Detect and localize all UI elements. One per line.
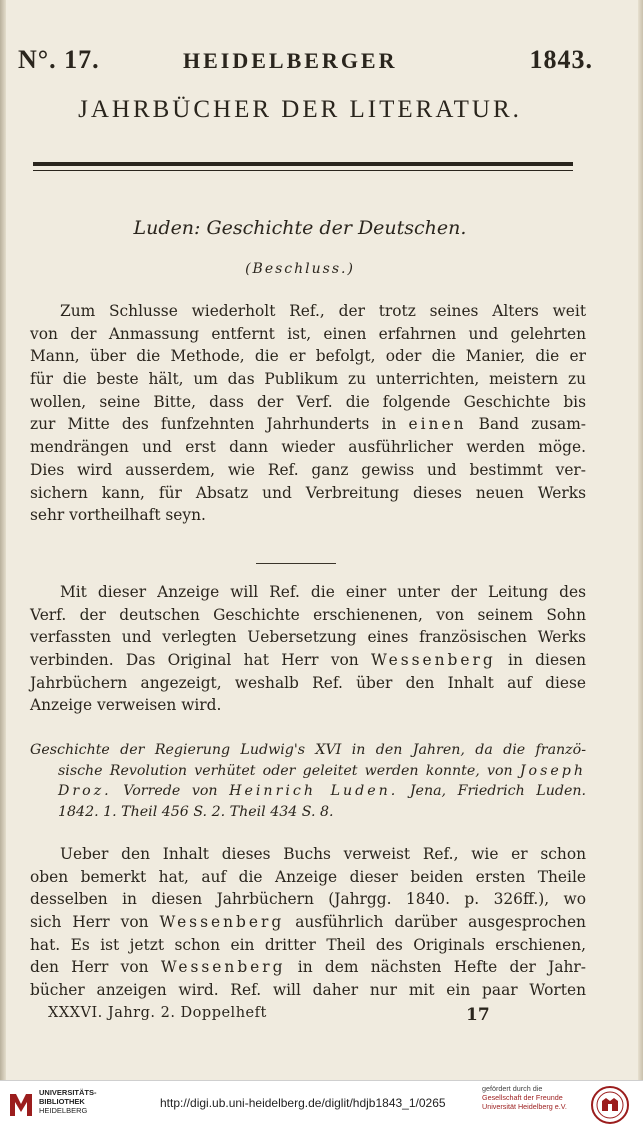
- spaced-word: einen: [408, 415, 467, 434]
- text-line: Anzeige verweisen wird.: [30, 696, 222, 715]
- spaced-word: Wessenberg: [371, 651, 496, 670]
- text-line: bücher anzeigen wird. Ref. will daher nur mit ein paar Worten: [30, 981, 586, 1000]
- paragraph-announcement: [30, 581, 586, 717]
- text-line: Geschichte der Regierung Ludwig's XVI in den Jahren, da die franzö-: [30, 742, 586, 758]
- text-line: Verf. der deutschen Geschichte erschienenen, von seinem Sohn: [30, 605, 586, 624]
- header-rule-thin: [33, 170, 573, 171]
- text-line: Zum Schlusse wiederholt Ref., der trotz seines Alters weit: [60, 302, 586, 320]
- page-footer: [48, 1005, 508, 1027]
- sheet-signature: 17: [466, 1005, 490, 1025]
- society-seal-icon: [590, 1085, 630, 1125]
- text-line: Dies wird ausserdem, wie Ref. ganz gewiss und bestimmt ver-: [30, 460, 586, 479]
- section-divider: [256, 563, 336, 564]
- review-title: Luden: Geschichte der Deutschen.: [133, 217, 467, 239]
- text-line: Droz. Vorrede von Heinrich Luden. Jena, Friedrich Luden.: [58, 783, 586, 800]
- journal-header: [18, 45, 593, 79]
- spaced-word: Joseph: [519, 762, 586, 779]
- text-line: sichern kann, für Absatz und Verbreitung dieses neuen Werks: [30, 483, 586, 502]
- text-line: verbinden. Das Original hat Herr von Wessenberg in diesen: [30, 651, 586, 670]
- text-line: den Herr von Wessenberg in dem nächsten Hefte der Jahr-: [30, 958, 586, 977]
- library-name: UNIVERSITÄTS- BIBLIOTHEK HEIDELBERG: [39, 1088, 97, 1115]
- volume-line: XXXVI. Jahrg. 2. Doppelheft: [48, 1005, 267, 1021]
- text-line: sich Herr von Wessenberg ausführlich darüber ausgesprochen: [30, 913, 586, 932]
- spaced-word: Wessenberg: [160, 958, 286, 977]
- text-line: mendrängen und erst dann wieder ausführlicher werden möge.: [30, 438, 586, 457]
- text-line: 1842. 1. Theil 456 S. 2. Theil 434 S. 8.: [58, 803, 334, 820]
- university-library-logo-icon[interactable]: [7, 1088, 35, 1120]
- text-line: Ueber den Inhalt dieses Buchs verweist Ref., wie er schon: [60, 845, 586, 863]
- text-line: Mit dieser Anzeige will Ref. die einer unter der Leitung des: [60, 583, 586, 601]
- book-citation: [30, 740, 586, 822]
- spaced-word: Heinrich Luden.: [229, 783, 399, 800]
- issue-year: 1843.: [529, 45, 593, 74]
- header-heidelberger: HEIDELBERGER: [183, 48, 398, 73]
- header-rule-thick: [33, 162, 573, 166]
- text-line: Jahrbüchern angezeigt, weshalb Ref. über den Inhalt auf diese: [30, 673, 586, 692]
- digital-library-bar: [0, 1080, 643, 1128]
- text-line: oben bemerkt hat, auf die Anzeige dieser beiden ersten Theile: [30, 867, 586, 886]
- page-spine-shadow: [0, 0, 6, 1080]
- text-line: sische Revolution verhütet oder geleitet werden konnte, von Joseph: [58, 762, 586, 779]
- paragraph-content: [30, 843, 586, 1002]
- text-line: Mann, über die Methode, die er befolgt, oder die Manier, die er: [30, 347, 586, 366]
- text-line: von der Anmassung entfernt ist, einen erfahrnen und gelehrten: [30, 324, 586, 343]
- text-line: zur Mitte des funfzehnten Jahrhunderts in einen Band zusam-: [30, 415, 586, 434]
- text-line: verfassten und verlegten Uebersetzung eines französischen Werks: [30, 628, 586, 647]
- issue-number: N°. 17.: [18, 45, 100, 74]
- text-line: wollen, seine Bitte, dass der Verf. die folgende Geschichte bis: [30, 392, 586, 411]
- spaced-word: Droz.: [58, 783, 112, 800]
- journal-title: JAHRBÜCHER DER LITERATUR.: [78, 96, 522, 123]
- text-line: hat. Es ist jetzt schon ein dritter Theil des Originals erschienen,: [30, 935, 586, 954]
- permalink-url[interactable]: http://digi.ub.uni-heidelberg.de/diglit/hdjb1843_1/0265: [160, 1096, 446, 1110]
- text-line: sehr vortheilhaft seyn.: [30, 506, 206, 525]
- page-edge-shadow: [638, 0, 643, 1080]
- funding-note: gefördert durch die Gesellschaft der Freunde Universität Heidelberg e.V.: [482, 1084, 567, 1111]
- review-subtitle: (Beschluss.): [245, 261, 355, 277]
- spaced-word: Wessenberg: [159, 913, 285, 932]
- text-line: desselben in diesen Jahrbüchern (Jahrgg. 1840. p. 326ff.), wo: [30, 890, 586, 909]
- text-line: für die beste hält, um das Publikum zu unterrichten, meistern zu: [30, 370, 586, 389]
- paragraph-conclusion: [30, 300, 586, 527]
